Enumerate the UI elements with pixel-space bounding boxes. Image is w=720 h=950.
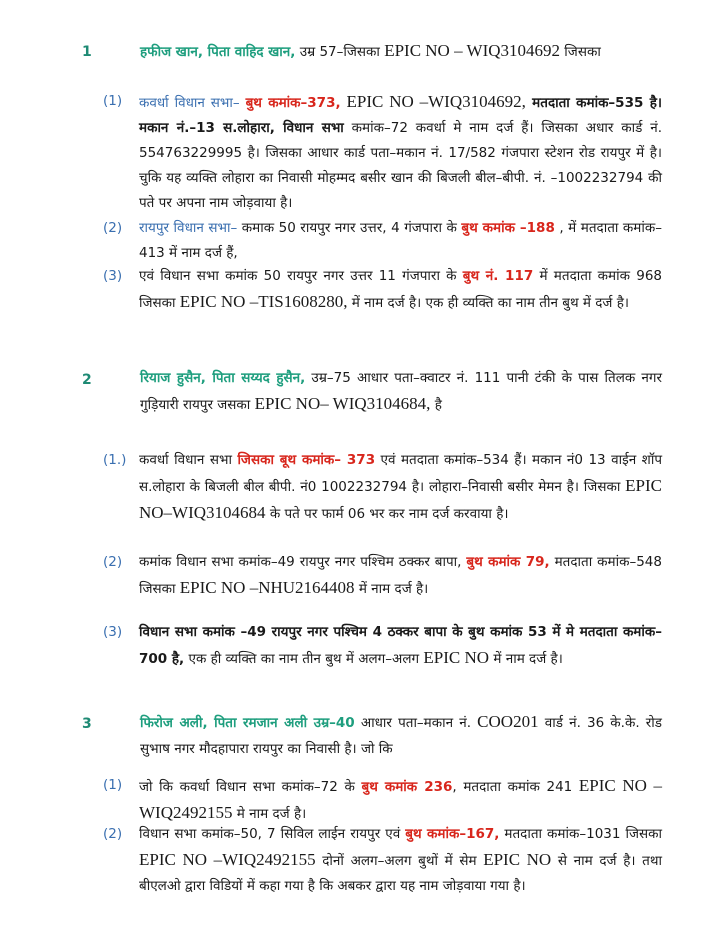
assembly-name: रायपुर विधान सभा–: [139, 220, 242, 236]
epic-number: EPIC NO – WIQ3104692: [384, 41, 561, 60]
sub-text: में नाम दर्ज है। एक ही व्यक्ति का नाम तीन बुथ में दर्ज है।: [347, 295, 629, 311]
sub-text: कवर्धा विधान सभा: [139, 452, 238, 468]
sub-marker: (3): [103, 624, 123, 640]
sub-text: दोनों अलग–अलग बुथों में सेम: [315, 853, 484, 869]
sub-text: कमांक–72 कवर्धा मे नाम दर्ज हैं। जिसका अधार कार्ड नं. 554763229995 है। जिसका आधार कार्ड पता–मकान नं. 17/582 गंजपारा स्टेशन रोड रायपुर में है। चुकि यह व्यक्ति लोहारा का निवासी मोहम्मद बसीर खान की बिजली बील–बीपी. नं. –1002232794 की पते पर अपना नाम जोड़वाया है।: [139, 120, 662, 211]
sub-text: कमाक 50 रायपुर नगर उत्तर, 4 गंजपारा के: [241, 220, 462, 236]
sub-point: [103, 89, 662, 216]
epic-number: EPIC NO –WIQ2492155: [139, 776, 662, 822]
sub-point: [103, 264, 662, 316]
entry-heading: [140, 709, 662, 762]
heading-text: है: [430, 397, 442, 413]
sub-text: एवं मतदाता कमांक–534 हैं। मकान नं0 13 वाईन शॉप स.लोहारा के बिजली बील बीपी. नं0 1002232794 है। लोहारा–निवासी बसीर मेमन है। जिसका: [139, 452, 662, 495]
sub-text: मतदाता कमांक–1031 जिसका: [499, 826, 662, 842]
sub-point: [103, 822, 662, 899]
heading-text: आधार पता–मकान नं.: [354, 715, 478, 731]
sub-point: [103, 620, 662, 672]
sub-text: से नाम दर्ज है। तथा बीएलओ द्वारा विडियों में कहा गया है कि अबकर द्वारा यह नाम जोड़वाया गया है।: [139, 853, 662, 894]
sub-text: मे नाम दर्ज है।: [232, 806, 307, 822]
sub-point: [103, 448, 662, 527]
booth-number: बुथ कमांक 236: [361, 779, 453, 795]
booth-number: जिसका बूथ कमांक– 373: [237, 452, 376, 468]
sub-text: एवं विधान सभा कमांक 50 रायपुर नगर उत्तर 11 गंजपारा के: [139, 268, 463, 284]
epic-number: EPIC NO –WIQ2492155: [139, 850, 316, 869]
epic-number: EPIC NO– WIQ3104684,: [254, 394, 431, 413]
epic-number: EPIC NO: [483, 850, 552, 869]
sub-marker: (3): [103, 268, 123, 284]
sub-text: , मतदाता कमांक 241: [452, 779, 579, 795]
heading-text: उम्र–75 आधार पता–क्वाटर नं. 111 पानी टंकी के पास तिलक नगर गुड़ियारी रायपुर जसका: [140, 370, 662, 413]
sub-point: [103, 550, 662, 602]
sub-point: [103, 216, 662, 266]
epic-number: EPIC NO –TIS1608280,: [179, 292, 348, 311]
booth-number: बुथ नं. 117: [462, 268, 534, 284]
sub-text: , में मतदाता कमांक–413 में नाम दर्ज हैं,: [139, 220, 662, 261]
voter-detail: विधान सभा कमांक –49 रायपुर नगर पश्चिम 4 ठक्कर बापा के बुथ कमांक 53 में मे मतदाता कमांक–700 है,: [139, 624, 662, 667]
sub-text: में नाम दर्ज है।: [489, 651, 563, 667]
sub-marker: (2): [103, 220, 123, 236]
sub-text: कमांक विधान सभा कमांक–49 रायपुर नगर पश्चिम ठक्कर बापा,: [139, 554, 467, 570]
epic-number: EPIC NO: [423, 648, 490, 667]
booth-number: बुथ कमांक–373,: [245, 95, 341, 111]
sub-text: में नाम दर्ज है।: [354, 581, 429, 597]
sub-text: जो कि कवर्धा विधान सभा कमांक–72 के: [139, 779, 362, 795]
sub-point: [103, 773, 662, 827]
entry-number: 1: [82, 44, 92, 60]
voter-detail: मतदाता कमांक–535 है। मकान नं.–13 स.लोहारा, विधान सभा: [139, 95, 662, 136]
entry-number: 2: [82, 372, 92, 388]
sub-marker: (1): [103, 93, 123, 109]
sub-text: के पते पर फार्म 06 भर कर नाम दर्ज करवाया है।: [265, 506, 509, 522]
heading-text: उम्र 57–जिसका: [295, 44, 385, 60]
person-name: रियाज हुसैन, पिता सय्यद हुसैन,: [140, 370, 306, 386]
sub-text: विधान सभा कमांक–50, 7 सिविल लाईन रायपुर एवं: [139, 826, 406, 842]
sub-text: मतदाता कमांक–548 जिसका: [139, 554, 662, 597]
entry-heading: [140, 365, 662, 418]
epic-number: EPIC NO–WIQ3104684: [139, 476, 662, 522]
epic-number: EPIC NO –WIQ3104692,: [340, 92, 526, 111]
booth-number: बुथ कमांक–167,: [405, 826, 500, 842]
booth-number: बुथ कमांक 79,: [466, 554, 550, 570]
heading-text: वार्ड नं. 36 के.के. रोड सुभाष नगर मौदहापारा रायपुर का निवासी है। जो कि: [140, 715, 662, 757]
entry-heading: [140, 38, 662, 65]
entry-number: 3: [82, 716, 92, 732]
sub-marker: (1.): [103, 452, 127, 468]
person-name: फिरोज अली, पिता रमजान अली उम्र–40: [140, 715, 355, 731]
sub-text: एक ही व्यक्ति का नाम तीन बुथ में अलग–अलग: [184, 651, 424, 667]
sub-text: में मतदाता कमांक 968 जिसका: [139, 268, 662, 311]
person-name: हफीज खान, पिता वाहिद खान,: [140, 44, 296, 60]
sub-marker: (2): [103, 826, 123, 842]
assembly-name: कवर्धा विधान सभा–: [139, 95, 246, 111]
sub-marker: (2): [103, 554, 123, 570]
heading-text: जिसका: [560, 44, 601, 60]
house-number: COO201: [477, 712, 539, 731]
epic-number: EPIC NO –NHU2164408: [179, 578, 355, 597]
booth-number: बुथ कमांक –188: [461, 220, 555, 236]
sub-marker: (1): [103, 777, 123, 793]
